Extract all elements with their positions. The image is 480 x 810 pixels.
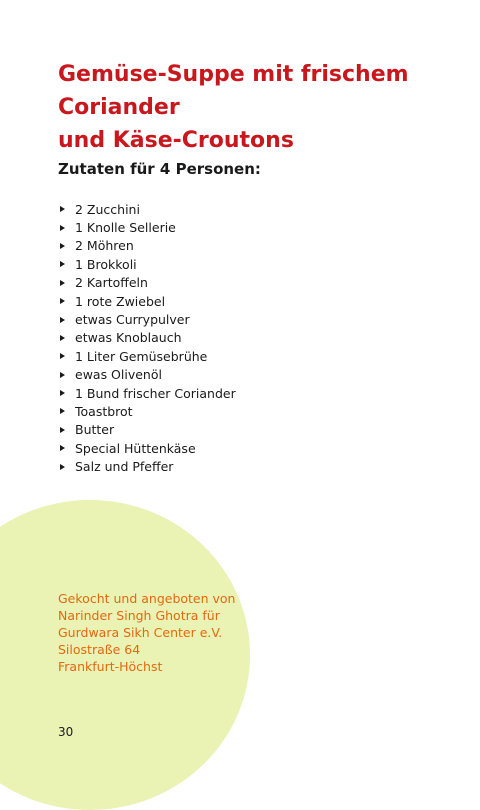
ingredient-item bbox=[60, 421, 236, 439]
ingredient-text: 2 Zucchini bbox=[75, 201, 140, 217]
ingredient-item bbox=[60, 384, 236, 402]
ingredient-text: 1 rote Zwiebel bbox=[75, 293, 166, 309]
page-number: 30 bbox=[58, 725, 74, 739]
ingredients-heading: Zutaten für 4 Personen: bbox=[58, 160, 261, 178]
ingredient-text: 2 Kartoffeln bbox=[75, 275, 148, 291]
credits-line: Silostraße 64 bbox=[58, 642, 141, 657]
bullet-arrow-icon bbox=[60, 225, 65, 231]
bullet-arrow-icon bbox=[60, 317, 65, 323]
ingredient-item bbox=[60, 347, 236, 365]
bullet-arrow-icon bbox=[60, 372, 65, 378]
bullet-arrow-icon bbox=[60, 427, 65, 433]
ingredient-item bbox=[60, 439, 236, 457]
ingredient-text: Butter bbox=[75, 422, 115, 438]
ingredient-item bbox=[60, 218, 236, 236]
ingredient-text: Special Hüttenkäse bbox=[75, 440, 196, 456]
credits-line: Gekocht und angeboten von bbox=[58, 591, 236, 606]
title-line: und Käse-Croutons bbox=[58, 128, 294, 153]
bullet-arrow-icon bbox=[60, 298, 65, 304]
ingredient-item bbox=[60, 310, 236, 328]
ingredient-item bbox=[60, 402, 236, 420]
credits-line: Gurdwara Sikh Center e.V. bbox=[58, 625, 223, 640]
ingredient-item bbox=[60, 237, 236, 255]
recipe-title bbox=[58, 58, 458, 157]
ingredient-text: etwas Knoblauch bbox=[75, 330, 182, 346]
ingredient-text: 1 Brokkoli bbox=[75, 256, 137, 272]
ingredients-list bbox=[60, 200, 236, 476]
ingredient-text: etwas Currypulver bbox=[75, 312, 190, 328]
ingredient-item bbox=[60, 255, 236, 273]
ingredient-item bbox=[60, 274, 236, 292]
ingredient-item bbox=[60, 200, 236, 218]
credits-line: Frankfurt-Höchst bbox=[58, 659, 163, 674]
credits-block bbox=[58, 590, 235, 675]
bullet-arrow-icon bbox=[60, 261, 65, 267]
bullet-arrow-icon bbox=[60, 464, 65, 470]
ingredient-text: 2 Möhren bbox=[75, 238, 134, 254]
bullet-arrow-icon bbox=[60, 390, 65, 396]
ingredient-item bbox=[60, 457, 236, 475]
ingredient-item bbox=[60, 329, 236, 347]
ingredient-text: ewas Olivenöl bbox=[75, 367, 162, 383]
bullet-arrow-icon bbox=[60, 206, 65, 212]
bullet-arrow-icon bbox=[60, 445, 65, 451]
bullet-arrow-icon bbox=[60, 353, 65, 359]
bullet-arrow-icon bbox=[60, 335, 65, 341]
ingredient-text: 1 Liter Gemüsebrühe bbox=[75, 348, 208, 364]
bullet-arrow-icon bbox=[60, 280, 65, 286]
credits-line: Narinder Singh Ghotra für bbox=[58, 608, 220, 623]
title-line: Gemüse-Suppe mit frischem Coriander bbox=[58, 62, 409, 120]
ingredient-text: 1 Bund frischer Coriander bbox=[75, 385, 236, 401]
ingredient-text: Toastbrot bbox=[75, 403, 133, 419]
ingredient-item bbox=[60, 292, 236, 310]
ingredient-item bbox=[60, 366, 236, 384]
bullet-arrow-icon bbox=[60, 408, 65, 414]
ingredient-text: 1 Knolle Sellerie bbox=[75, 220, 176, 236]
ingredient-text: Salz und Pfeffer bbox=[75, 459, 174, 475]
bullet-arrow-icon bbox=[60, 243, 65, 249]
